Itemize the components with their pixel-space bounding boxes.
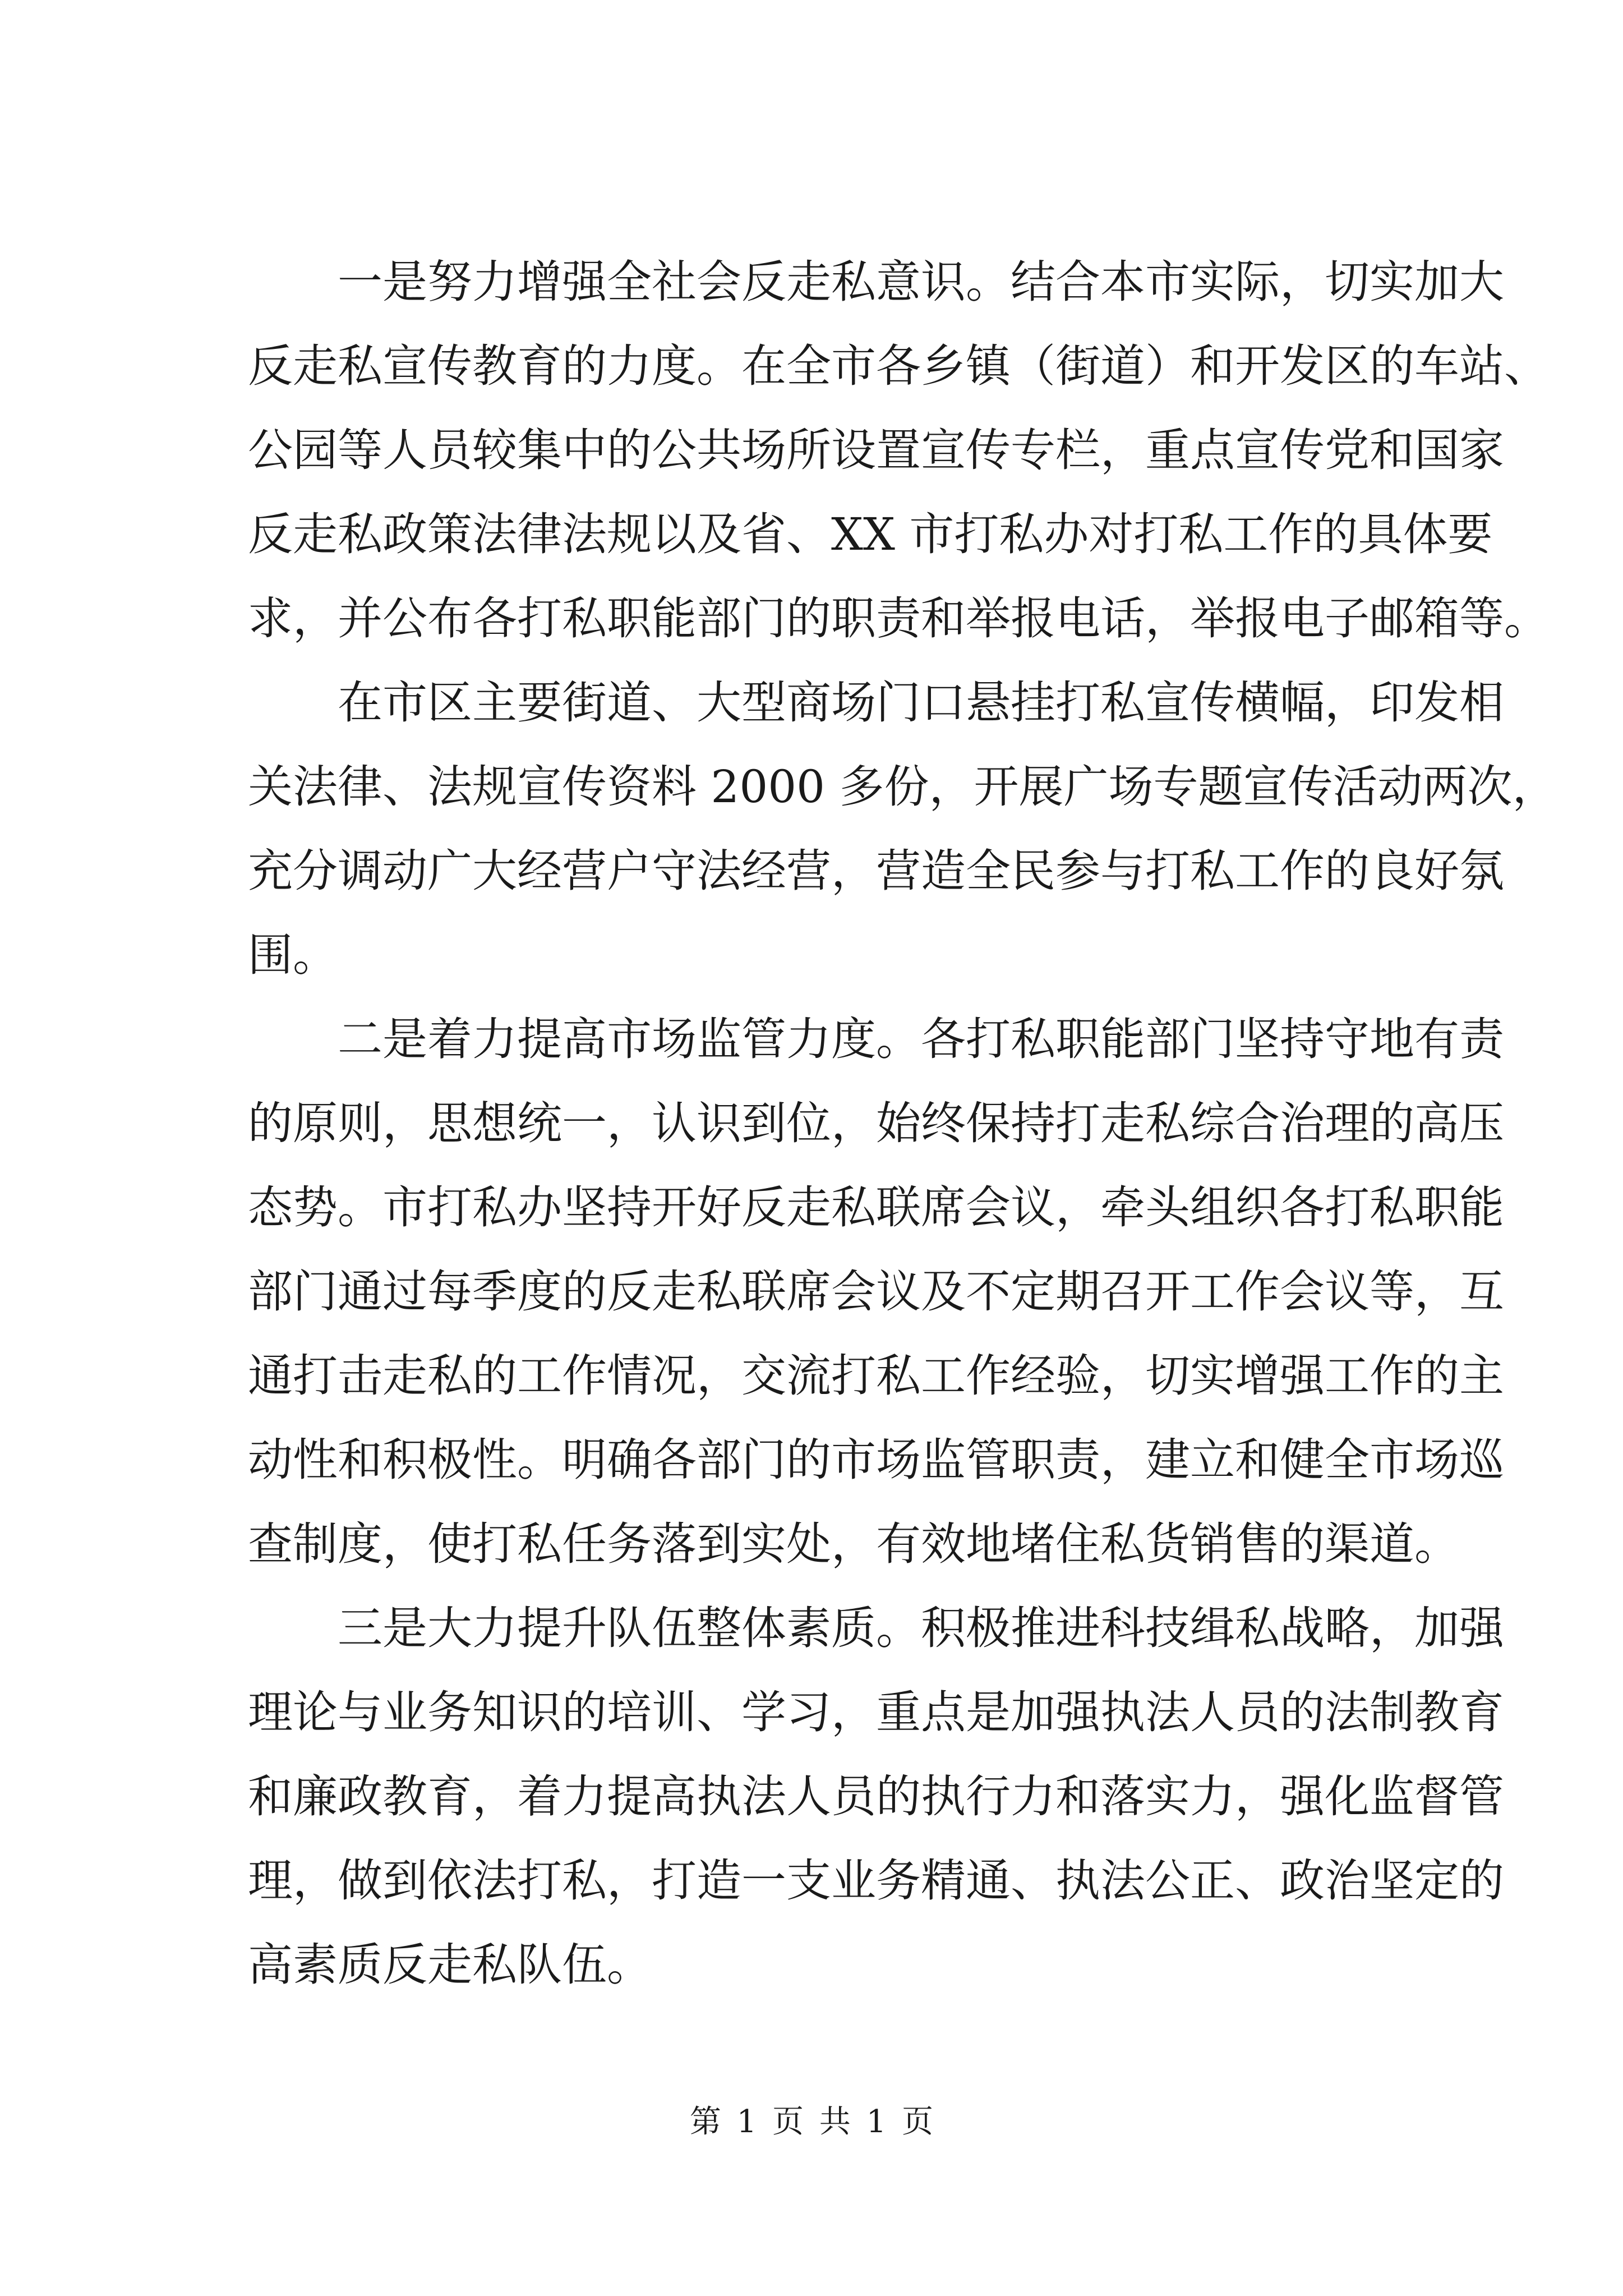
paragraph-3-line-6: 动性和积极性。明确各部门的市场监管职责，建立和健全市场巡 [248,1434,1504,1486]
paragraph-3-line-2: 的原则，思想统一，认识到位，始终保持打走私综合治理的高压 [248,1097,1504,1149]
page-number-footer: 第 1 页 共 1 页 [689,2104,934,2140]
paragraph-3-line-1: 二是着力提高市场监管力度。各打私职能部门坚持守地有责 [338,1013,1504,1065]
paragraph-3-line-7: 查制度，使打私任务落到实处，有效地堵住私货销售的渠道。 [248,1518,1459,1570]
paragraph-1-line-2: 反走私宣传教育的力度。在全市各乡镇（街道）和开发区的车站、 [248,340,1549,392]
paragraph-4-line-2: 理论与业务知识的培训、学习，重点是加强执法人员的法制教育 [248,1686,1504,1738]
paragraph-2-line-3: 充分调动广大经营户守法经营，营造全民参与打私工作的良好氛 [248,845,1504,897]
paragraph-1-line-1: 一是努力增强全社会反走私意识。结合本市实际，切实加大 [338,256,1504,308]
paragraph-1-line-4: 反走私政策法律法规以及省、XX 市打私办对打私工作的具体要 [248,508,1493,560]
paragraph-2-line-1: 在市区主要街道、大型商场门口悬挂打私宣传横幅，印发相 [338,677,1504,729]
paragraph-3-line-4: 部门通过每季度的反走私联席会议及不定期召开工作会议等，互 [248,1266,1504,1318]
paragraph-2-line-2: 关法律、法规宣传资料 2000 多份，开展广场专题宣传活动两次， [248,761,1557,813]
paragraph-4-line-3: 和廉政教育，着力提高执法人员的执行力和落实力，强化监督管 [248,1770,1504,1823]
paragraph-1-line-5: 求，并公布各打私职能部门的职责和举报电话，举报电子邮箱等。 [248,592,1549,645]
paragraph-2-line-4: 围。 [248,929,338,981]
paragraph-4-line-5: 高素质反走私队伍。 [248,1939,652,1991]
paragraph-3-line-3: 态势。市打私办坚持开好反走私联席会议，牵头组织各打私职能 [248,1181,1504,1234]
paragraph-4-line-1: 三是大力提升队伍整体素质。积极推进科技缉私战略，加强 [338,1602,1504,1654]
paragraph-3-line-5: 通打击走私的工作情况，交流打私工作经验，切实增强工作的主 [248,1350,1504,1402]
paragraph-4-line-4: 理，做到依法打私，打造一支业务精通、执法公正、政治坚定的 [248,1855,1504,1907]
document-body [248,240,1557,2007]
paragraph-1-line-3: 公园等人员较集中的公共场所设置宣传专栏，重点宣传党和国家 [248,424,1504,476]
